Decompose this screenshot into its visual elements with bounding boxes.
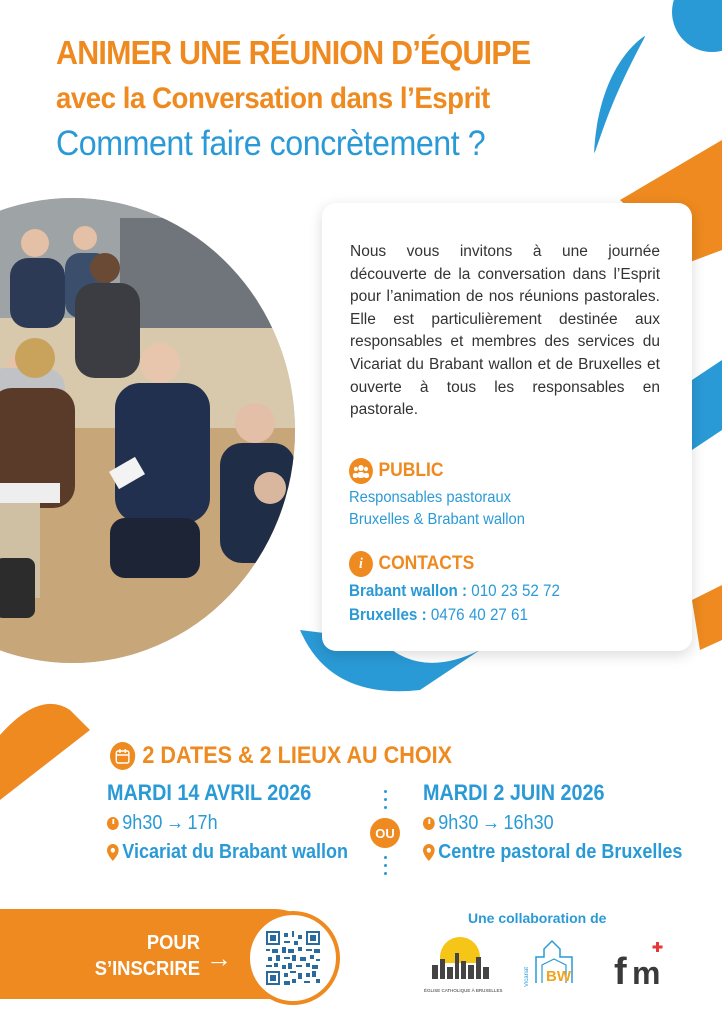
date-2: MARDI 2 JUIN 2026 — [423, 780, 605, 805]
public-heading: PUBLIC — [378, 460, 444, 481]
public-line-1: Responsables pastoraux — [349, 489, 512, 506]
feather-icon — [586, 30, 656, 160]
svg-text:BW: BW — [546, 968, 571, 985]
public-line-2: Bruxelles & Brabant wallon — [349, 511, 525, 528]
dates-heading-row — [110, 742, 452, 770]
qr-code-icon — [266, 931, 320, 985]
time-1 — [107, 812, 348, 835]
place-2-name: Centre pastoral de Bruxelles — [438, 841, 683, 863]
contact-bw-number[interactable]: 010 23 52 72 — [471, 582, 560, 600]
title-line-2: avec la Conversation dans l’Esprit — [56, 82, 490, 115]
contact-brabant-wallon — [349, 582, 560, 601]
people-icon — [349, 458, 373, 484]
time-2-end: 16h30 — [503, 812, 554, 834]
contact-bw-label: Brabant wallon : — [349, 582, 468, 600]
contact-bx-number[interactable]: 0476 40 27 61 — [430, 606, 528, 624]
place-1-name: Vicariat du Brabant wallon — [122, 841, 349, 863]
date-option-2 — [423, 780, 711, 864]
dates-heading: 2 DATES & 2 LIEUX AU CHOIX — [142, 742, 453, 769]
logo-1-caption: ÉGLISE CATHOLIQUE À BRUXELLES — [424, 988, 503, 993]
svg-text:Vicariat: Vicariat — [524, 967, 530, 987]
vicariat-bw-logo — [524, 935, 590, 995]
location-pin-icon — [423, 844, 435, 861]
contacts-section — [349, 551, 578, 625]
clock-icon — [423, 817, 435, 830]
public-section — [349, 458, 540, 529]
time-2-start: 9h30 — [438, 812, 479, 834]
arrow-right-icon: → — [165, 812, 184, 834]
info-icon: i — [349, 551, 373, 577]
svg-text:f: f — [614, 951, 627, 992]
contacts-heading: CONTACTS — [378, 553, 475, 574]
or-badge: OU — [370, 818, 400, 848]
register-line-2: S’INSCRIRE — [94, 958, 200, 980]
title-line-1: ANIMER UNE RÉUNION D’ÉQUIPE — [56, 34, 531, 71]
time-2 — [423, 812, 682, 835]
intro-text: Nous vous invitons à une journée découverte de la conversation dans l’Esprit pour l’animation de nos réunions pastorales. Elle est particulièrement destinée aux responsables et membres des services du Vicariat du Brabant wallon et de Bruxelles et ouverte à tous les responsables en pastorale. — [350, 243, 660, 419]
register-line-1: POUR — [146, 932, 200, 954]
calendar-icon — [110, 742, 135, 770]
date-1: MARDI 14 AVRIL 2026 — [107, 780, 312, 805]
clock-icon — [107, 817, 119, 830]
arrow-right-icon: → — [206, 943, 232, 973]
location-pin-icon — [107, 844, 119, 861]
qr-code-link[interactable] — [246, 911, 340, 1005]
date-option-1 — [107, 780, 375, 864]
title-line-3: Comment faire concrètement ? — [56, 124, 486, 163]
contact-bx-label: Bruxelles : — [349, 606, 427, 624]
register-text[interactable] — [80, 930, 200, 982]
fm-logo — [612, 940, 674, 992]
place-2 — [423, 841, 682, 864]
svg-text:m: m — [632, 955, 661, 991]
place-1 — [107, 841, 348, 864]
collaboration-label: Une collaboration de — [468, 910, 607, 926]
time-1-end: 17h — [187, 812, 218, 834]
time-1-start: 9h30 — [122, 812, 163, 834]
eglise-bruxelles-logo — [424, 935, 503, 995]
arrow-right-icon: → — [481, 812, 500, 834]
contact-bruxelles — [349, 606, 560, 625]
